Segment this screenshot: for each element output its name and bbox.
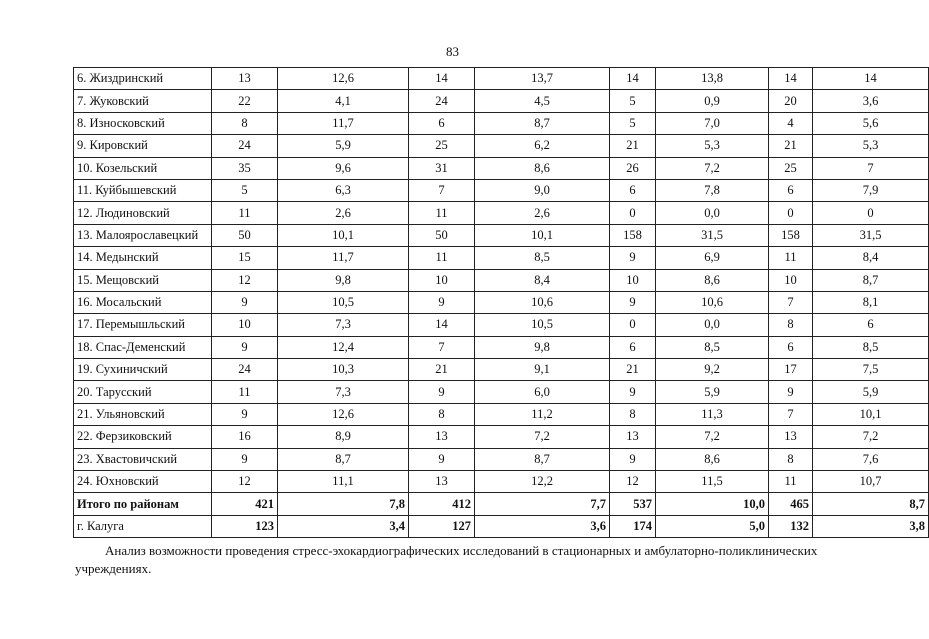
value-cell-c7: 0 — [769, 202, 813, 224]
district-name-cell: 13. Малоярославецкий — [74, 224, 212, 246]
table-row — [74, 314, 929, 336]
value-cell-c8: 7 — [813, 157, 929, 179]
table-row — [74, 68, 929, 90]
value-cell-c6: 6,9 — [656, 247, 769, 269]
value-cell-c3: 9 — [409, 448, 475, 470]
value-cell-c6: 7,8 — [656, 179, 769, 201]
value-cell-c7: 17 — [769, 359, 813, 381]
value-cell-c4: 12,2 — [475, 471, 610, 493]
value-cell-c7: 21 — [769, 135, 813, 157]
value-cell-c1: 13 — [212, 68, 278, 90]
value-cell-c5: 5 — [610, 90, 656, 112]
value-cell-c4: 6,0 — [475, 381, 610, 403]
value-cell-c4: 6,2 — [475, 135, 610, 157]
value-cell-c8: 7,5 — [813, 359, 929, 381]
district-name-cell: 24. Юхновский — [74, 471, 212, 493]
value-cell-c8: 0 — [813, 202, 929, 224]
value-cell-c8: 10,7 — [813, 471, 929, 493]
district-name-cell: 20. Тарусский — [74, 381, 212, 403]
value-cell-c3: 10 — [409, 269, 475, 291]
district-name-cell: 17. Перемышльский — [74, 314, 212, 336]
value-cell-c7: 6 — [769, 179, 813, 201]
value-cell-c6: 0,0 — [656, 314, 769, 336]
value-cell-c2: 11,1 — [278, 471, 409, 493]
value-cell-c1: 12 — [212, 471, 278, 493]
value-cell-c8: 5,9 — [813, 381, 929, 403]
table-row — [74, 112, 929, 134]
value-cell-c6: 11,3 — [656, 403, 769, 425]
table-row — [74, 269, 929, 291]
value-cell-c2: 10,5 — [278, 291, 409, 313]
value-cell-c1: 35 — [212, 157, 278, 179]
value-cell-c5: 6 — [610, 336, 656, 358]
district-name-cell: 16. Мосальский — [74, 291, 212, 313]
value-cell-c4: 11,2 — [475, 403, 610, 425]
value-cell-c6: 11,5 — [656, 471, 769, 493]
value-cell-c1: 11 — [212, 381, 278, 403]
value-cell-c1: 9 — [212, 291, 278, 313]
value-cell-c6: 5,3 — [656, 135, 769, 157]
value-cell-c4: 4,5 — [475, 90, 610, 112]
value-cell-c1: 24 — [212, 359, 278, 381]
table-row — [74, 403, 929, 425]
value-cell-c3: 11 — [409, 247, 475, 269]
value-cell-c1: 421 — [212, 493, 278, 515]
district-name-cell: 7. Жуковский — [74, 90, 212, 112]
value-cell-c6: 7,2 — [656, 157, 769, 179]
value-cell-c5: 13 — [610, 426, 656, 448]
district-name-cell: 21. Ульяновский — [74, 403, 212, 425]
district-name-cell: 9. Кировский — [74, 135, 212, 157]
value-cell-c5: 8 — [610, 403, 656, 425]
value-cell-c4: 3,6 — [475, 515, 610, 537]
value-cell-c4: 10,1 — [475, 224, 610, 246]
district-name-cell: 8. Износковский — [74, 112, 212, 134]
value-cell-c7: 20 — [769, 90, 813, 112]
statistics-table — [73, 67, 929, 538]
value-cell-c4: 7,7 — [475, 493, 610, 515]
value-cell-c8: 8,7 — [813, 269, 929, 291]
value-cell-c4: 8,5 — [475, 247, 610, 269]
value-cell-c6: 7,0 — [656, 112, 769, 134]
value-cell-c7: 8 — [769, 314, 813, 336]
value-cell-c2: 9,8 — [278, 269, 409, 291]
page-number: 83 — [446, 44, 459, 59]
value-cell-c8: 7,2 — [813, 426, 929, 448]
district-name-cell: 14. Медынский — [74, 247, 212, 269]
table-row — [74, 202, 929, 224]
value-cell-c7: 465 — [769, 493, 813, 515]
value-cell-c6: 8,5 — [656, 336, 769, 358]
value-cell-c8: 31,5 — [813, 224, 929, 246]
value-cell-c8: 8,1 — [813, 291, 929, 313]
value-cell-c6: 0,9 — [656, 90, 769, 112]
value-cell-c5: 174 — [610, 515, 656, 537]
value-cell-c1: 24 — [212, 135, 278, 157]
value-cell-c2: 8,7 — [278, 448, 409, 470]
value-cell-c4: 7,2 — [475, 426, 610, 448]
value-cell-c5: 21 — [610, 135, 656, 157]
value-cell-c5: 537 — [610, 493, 656, 515]
district-name-cell: 22. Ферзиковский — [74, 426, 212, 448]
value-cell-c8: 8,7 — [813, 493, 929, 515]
value-cell-c6: 31,5 — [656, 224, 769, 246]
value-cell-c3: 13 — [409, 471, 475, 493]
value-cell-c3: 25 — [409, 135, 475, 157]
value-cell-c2: 7,3 — [278, 381, 409, 403]
district-name-cell: г. Калуга — [74, 515, 212, 537]
value-cell-c7: 14 — [769, 68, 813, 90]
value-cell-c4: 8,7 — [475, 112, 610, 134]
value-cell-c2: 10,3 — [278, 359, 409, 381]
district-name-cell: 12. Людиновский — [74, 202, 212, 224]
value-cell-c6: 5,0 — [656, 515, 769, 537]
value-cell-c5: 0 — [610, 314, 656, 336]
value-cell-c7: 11 — [769, 247, 813, 269]
value-cell-c2: 6,3 — [278, 179, 409, 201]
total-row — [74, 493, 929, 515]
value-cell-c4: 9,8 — [475, 336, 610, 358]
value-cell-c7: 6 — [769, 336, 813, 358]
value-cell-c7: 132 — [769, 515, 813, 537]
value-cell-c8: 8,4 — [813, 247, 929, 269]
value-cell-c5: 9 — [610, 291, 656, 313]
district-name-cell: 10. Козельский — [74, 157, 212, 179]
value-cell-c8: 3,8 — [813, 515, 929, 537]
value-cell-c5: 0 — [610, 202, 656, 224]
value-cell-c6: 5,9 — [656, 381, 769, 403]
value-cell-c2: 12,6 — [278, 68, 409, 90]
value-cell-c2: 5,9 — [278, 135, 409, 157]
value-cell-c1: 11 — [212, 202, 278, 224]
value-cell-c1: 22 — [212, 90, 278, 112]
value-cell-c4: 9,0 — [475, 179, 610, 201]
city-row — [74, 515, 929, 537]
district-name-cell: Итого по районам — [74, 493, 212, 515]
value-cell-c1: 9 — [212, 403, 278, 425]
value-cell-c5: 158 — [610, 224, 656, 246]
table-row — [74, 336, 929, 358]
value-cell-c4: 9,1 — [475, 359, 610, 381]
value-cell-c5: 6 — [610, 179, 656, 201]
district-name-cell: 23. Хвастовичский — [74, 448, 212, 470]
value-cell-c4: 8,4 — [475, 269, 610, 291]
value-cell-c2: 7,3 — [278, 314, 409, 336]
value-cell-c3: 127 — [409, 515, 475, 537]
value-cell-c3: 21 — [409, 359, 475, 381]
value-cell-c4: 8,7 — [475, 448, 610, 470]
value-cell-c7: 7 — [769, 403, 813, 425]
district-name-cell: 19. Сухиничский — [74, 359, 212, 381]
value-cell-c8: 14 — [813, 68, 929, 90]
district-name-cell: 6. Жиздринский — [74, 68, 212, 90]
value-cell-c8: 10,1 — [813, 403, 929, 425]
value-cell-c1: 123 — [212, 515, 278, 537]
value-cell-c3: 9 — [409, 381, 475, 403]
value-cell-c7: 25 — [769, 157, 813, 179]
value-cell-c1: 15 — [212, 247, 278, 269]
table-row — [74, 247, 929, 269]
value-cell-c6: 0,0 — [656, 202, 769, 224]
value-cell-c8: 3,6 — [813, 90, 929, 112]
value-cell-c5: 9 — [610, 381, 656, 403]
value-cell-c3: 9 — [409, 291, 475, 313]
value-cell-c2: 11,7 — [278, 112, 409, 134]
value-cell-c3: 14 — [409, 314, 475, 336]
value-cell-c6: 10,6 — [656, 291, 769, 313]
table-row — [74, 448, 929, 470]
value-cell-c8: 5,3 — [813, 135, 929, 157]
value-cell-c4: 10,5 — [475, 314, 610, 336]
value-cell-c5: 26 — [610, 157, 656, 179]
value-cell-c2: 12,6 — [278, 403, 409, 425]
value-cell-c3: 24 — [409, 90, 475, 112]
value-cell-c2: 8,9 — [278, 426, 409, 448]
value-cell-c3: 14 — [409, 68, 475, 90]
value-cell-c7: 8 — [769, 448, 813, 470]
value-cell-c1: 9 — [212, 448, 278, 470]
value-cell-c6: 9,2 — [656, 359, 769, 381]
value-cell-c8: 7,6 — [813, 448, 929, 470]
value-cell-c2: 9,6 — [278, 157, 409, 179]
table-row — [74, 359, 929, 381]
value-cell-c5: 21 — [610, 359, 656, 381]
value-cell-c3: 8 — [409, 403, 475, 425]
table-row — [74, 291, 929, 313]
value-cell-c2: 11,7 — [278, 247, 409, 269]
district-name-cell: 18. Спас-Деменский — [74, 336, 212, 358]
value-cell-c7: 7 — [769, 291, 813, 313]
value-cell-c2: 12,4 — [278, 336, 409, 358]
table-row — [74, 179, 929, 201]
value-cell-c6: 10,0 — [656, 493, 769, 515]
value-cell-c5: 5 — [610, 112, 656, 134]
value-cell-c3: 6 — [409, 112, 475, 134]
value-cell-c1: 5 — [212, 179, 278, 201]
value-cell-c3: 13 — [409, 426, 475, 448]
value-cell-c2: 7,8 — [278, 493, 409, 515]
footer-paragraph: Анализ возможности проведения стресс-эхокардиографических исследований в стационарных и амбулаторно-поликлинических учреждениях. — [75, 543, 818, 576]
value-cell-c1: 9 — [212, 336, 278, 358]
value-cell-c5: 12 — [610, 471, 656, 493]
value-cell-c3: 50 — [409, 224, 475, 246]
table-row — [74, 157, 929, 179]
value-cell-c1: 10 — [212, 314, 278, 336]
value-cell-c8: 7,9 — [813, 179, 929, 201]
value-cell-c5: 9 — [610, 247, 656, 269]
value-cell-c1: 16 — [212, 426, 278, 448]
value-cell-c1: 8 — [212, 112, 278, 134]
value-cell-c2: 3,4 — [278, 515, 409, 537]
value-cell-c8: 8,5 — [813, 336, 929, 358]
value-cell-c7: 9 — [769, 381, 813, 403]
value-cell-c7: 10 — [769, 269, 813, 291]
value-cell-c2: 10,1 — [278, 224, 409, 246]
value-cell-c6: 8,6 — [656, 269, 769, 291]
value-cell-c1: 50 — [212, 224, 278, 246]
value-cell-c4: 10,6 — [475, 291, 610, 313]
value-cell-c3: 7 — [409, 179, 475, 201]
value-cell-c6: 7,2 — [656, 426, 769, 448]
value-cell-c2: 2,6 — [278, 202, 409, 224]
district-name-cell: 11. Куйбышевский — [74, 179, 212, 201]
value-cell-c3: 11 — [409, 202, 475, 224]
value-cell-c3: 31 — [409, 157, 475, 179]
table-row — [74, 381, 929, 403]
value-cell-c4: 13,7 — [475, 68, 610, 90]
value-cell-c4: 2,6 — [475, 202, 610, 224]
value-cell-c2: 4,1 — [278, 90, 409, 112]
value-cell-c5: 14 — [610, 68, 656, 90]
value-cell-c7: 13 — [769, 426, 813, 448]
table-row — [74, 90, 929, 112]
value-cell-c1: 12 — [212, 269, 278, 291]
value-cell-c4: 8,6 — [475, 157, 610, 179]
table-row — [74, 426, 929, 448]
value-cell-c6: 8,6 — [656, 448, 769, 470]
value-cell-c5: 10 — [610, 269, 656, 291]
value-cell-c7: 158 — [769, 224, 813, 246]
value-cell-c8: 5,6 — [813, 112, 929, 134]
table-row — [74, 135, 929, 157]
table-row — [74, 224, 929, 246]
value-cell-c6: 13,8 — [656, 68, 769, 90]
value-cell-c3: 7 — [409, 336, 475, 358]
value-cell-c5: 9 — [610, 448, 656, 470]
value-cell-c7: 11 — [769, 471, 813, 493]
district-name-cell: 15. Мещовский — [74, 269, 212, 291]
value-cell-c7: 4 — [769, 112, 813, 134]
value-cell-c3: 412 — [409, 493, 475, 515]
table-row — [74, 471, 929, 493]
value-cell-c8: 6 — [813, 314, 929, 336]
